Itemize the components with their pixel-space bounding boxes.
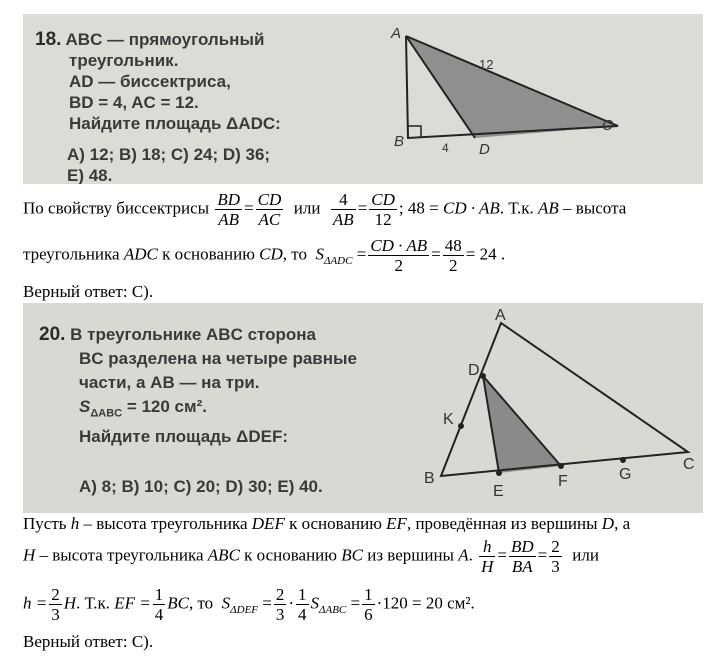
problem-18-answers: A) 12; B) 18; C) 24; D) 36; xyxy=(67,145,271,164)
fraction-cd-ac: $\frac{CD}{AC}$ xyxy=(257,190,282,229)
solution-18-line2: треугольника ADC к основанию CD, то $S_{\Delta ADC}$ = $\frac{CD \cdot AB}{2}$ = $\frac{48}{2}$ = 24 . xyxy=(23,236,506,275)
label-d: D xyxy=(479,141,490,158)
problem-18-line2: треугольник. xyxy=(69,51,179,70)
label-c: C xyxy=(602,117,613,134)
solution-18-line1: По свойству биссектрисы $\frac{BD}{AB}$ = $\frac{CD}{AC}$ или $\frac{4}{AB}$ = $\frac{CD}{12}$ ; 48 = CD · AB. Т.к. AB – высота xyxy=(23,190,627,229)
length-bd: 4 xyxy=(442,141,449,155)
point-g xyxy=(620,457,626,463)
problem-18-line3: AD — биссектриса, xyxy=(69,72,231,91)
right-angle-mark xyxy=(408,126,421,138)
fraction-cd-12: $\frac{CD}{12}$ xyxy=(371,190,395,229)
problem-20-line2: BC разделена на четыре равные xyxy=(79,349,357,368)
problem-20-line5: Найдите площадь ΔDEF: xyxy=(79,427,289,446)
label-a: A xyxy=(391,25,402,42)
fraction-48-2: $\frac{48}{2}$ xyxy=(444,236,462,275)
fraction-2-3: $\frac{2}{3}$ xyxy=(551,537,560,576)
problem-20-line1: 20. В треугольнике ABC сторона xyxy=(39,324,317,345)
problem-18-line1: 18. ABC — прямоугольный xyxy=(35,29,265,50)
point-f xyxy=(558,463,564,469)
problem-18-photo xyxy=(23,14,703,184)
fraction-1-4: $\frac{1}{4}$ xyxy=(154,585,164,624)
solution-20-line2: H – высота треугольника ABC к основанию BC из вершины A. $\frac{h}{H}$ = $\frac{BD}{BA}$ = $\frac{2}{3}$ или xyxy=(23,537,599,576)
fraction-bd-ba: $\frac{BD}{BA}$ xyxy=(510,537,534,576)
solution-20-line3: h = $\frac{2}{3}$ H. Т.к. EF = $\frac{1}{4}$ BC, то $S_{\Delta DEF}$ = $\frac{2}{3}$ · $\frac{1}{4}$ $S_{\Delta ABC}$ = $\frac{1}{6}$ ·120 = 20 см². xyxy=(23,585,475,624)
fraction-cdab-2: $\frac{CD \cdot AB}{2}$ xyxy=(370,236,428,275)
problem-18-answers-e: E) 48. xyxy=(67,166,113,184)
problem-18-line4: BD = 4, AC = 12. xyxy=(69,93,199,112)
point-k xyxy=(458,423,464,429)
label-a: A xyxy=(495,307,506,324)
triangle-abc-outline xyxy=(441,323,688,476)
fraction-2-3-b: $\frac{2}{3}$ xyxy=(51,585,60,624)
triangle-adc-shaded xyxy=(406,36,618,138)
fraction-bd-ab: $\frac{BD}{AB}$ xyxy=(217,190,241,229)
label-d: D xyxy=(468,362,480,379)
problem-20-answers: A) 8; B) 10; C) 20; D) 30; E) 40. xyxy=(79,477,323,496)
point-e xyxy=(496,470,502,476)
label-e: E xyxy=(493,483,504,500)
label-b: B xyxy=(424,470,435,487)
fraction-2-3-c: $\frac{2}{3}$ xyxy=(275,585,285,624)
problem-20-photo xyxy=(23,303,703,513)
problem-20-line4: $S_{\Delta ABC} = 120$ см². xyxy=(79,397,207,420)
length-ac: 12 xyxy=(479,57,494,72)
point-d xyxy=(480,373,486,379)
triangle-def-figure xyxy=(23,303,703,513)
label-k: K xyxy=(443,411,454,428)
solution-18-answer: Верный ответ: C). xyxy=(23,282,154,301)
label-c: C xyxy=(683,456,695,473)
label-b: B xyxy=(394,133,405,150)
solution-20-answer: Верный ответ: C). xyxy=(23,632,154,651)
label-f: F xyxy=(558,473,568,490)
fraction-h-bigh: $\frac{h}{H}$ xyxy=(481,537,494,576)
fraction-1-6: $\frac{1}{6}$ xyxy=(364,585,373,624)
fraction-1-4-b: $\frac{1}{4}$ xyxy=(298,585,307,624)
triangle-adc-figure xyxy=(23,14,703,184)
fraction-4-ab: $\frac{4}{AB}$ xyxy=(332,190,354,229)
problem-20-line3: части, а AB — на три. xyxy=(79,373,260,392)
solution-20-line1: Пусть h – высота треугольника DEF к основанию EF, проведённая из вершины D, а xyxy=(23,514,631,533)
problem-18-line5: Найдите площадь ΔADC: xyxy=(69,114,281,133)
label-g: G xyxy=(619,466,632,483)
